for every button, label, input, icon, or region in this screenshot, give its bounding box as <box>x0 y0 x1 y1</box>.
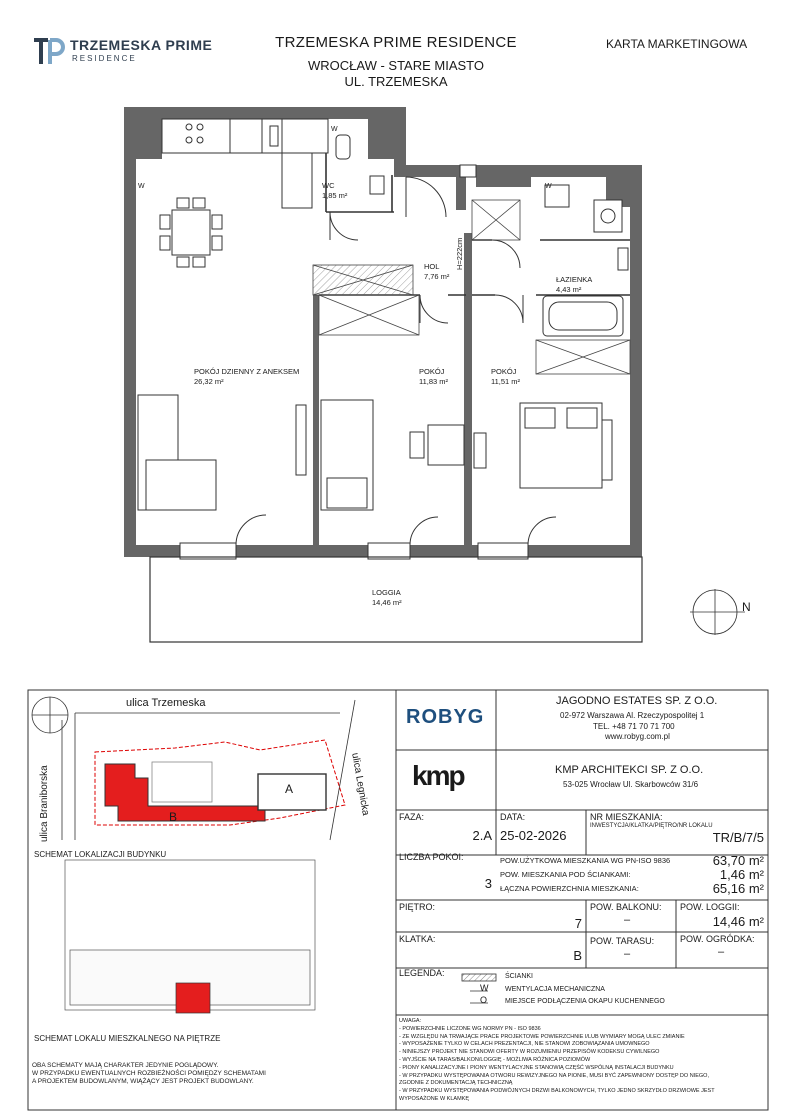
legend-walls: ŚCIANKI <box>505 973 534 980</box>
pietro-value: 7 <box>574 916 582 931</box>
faza-label: FAZA: <box>399 812 425 822</box>
pokoje-value: 3 <box>484 876 492 891</box>
room-area-pokoj2: 11,51 m² <box>491 377 521 386</box>
svg-text:W: W <box>545 183 552 190</box>
building-b-label: B <box>169 810 178 824</box>
svg-text:W: W <box>331 126 338 133</box>
note: - WYJŚCIE NA TARAS/BALKON/LOGGIĘ - MOŻLIWA RÓŻNICA POZIOMÓW <box>399 1056 591 1063</box>
room-name-wc: WC <box>322 181 335 190</box>
room-name-hol: HOL <box>424 262 440 271</box>
room-area-dzienny: 26,32 m² <box>194 377 224 386</box>
note: WYPOSAŻONE W KLAMKĘ <box>399 1095 469 1102</box>
taras-label: POW. TARASU: <box>590 936 655 946</box>
note: UWAGA: <box>399 1018 422 1024</box>
developer-web: www.robyg.com.pl <box>605 732 670 741</box>
robyg-logo: ROBYG <box>406 706 485 728</box>
balkon-label: POW. BALKONU: <box>590 902 662 912</box>
note-line-2: W PRZYPADKU EWENTUALNYCH ROZBIEŻNOŚCI POMIĘDZY SCHEMATAMI <box>32 1070 266 1077</box>
loggia-label: POW. LOGGII: <box>680 902 740 912</box>
pokoje-label: LICZBA POKOI: <box>399 852 464 862</box>
data-label: DATA: <box>500 812 526 822</box>
klatka-label: KLATKA: <box>399 934 436 944</box>
legend-w-symbol: W <box>480 983 489 993</box>
note: - PIONY KANALIZACYJNE I PIONY WENTYLACYJNE STANOWIĄ CZĘŚĆ WSPÓLNĄ INSTALACJI BUDYNKU <box>399 1064 674 1071</box>
brand-name: TRZEMESKA PRIME <box>70 37 213 53</box>
room-area-pokoj1: 11,83 m² <box>419 377 449 386</box>
pietro-label: PIĘTRO: <box>399 902 436 912</box>
legenda-label: LEGENDA: <box>399 968 445 978</box>
architect-name: KMP ARCHITEKCI SP. Z O.O. <box>555 764 704 776</box>
note-line-3: A PROJEKTEM BUDOWLANYM, WIĄŻĄCY JEST PROJEKT BUDOWLANY. <box>32 1078 254 1085</box>
header-line1: WROCŁAW - STARE MIASTO <box>308 58 484 73</box>
page-title: TRZEMESKA PRIME RESIDENCE <box>275 34 517 51</box>
klatka-value: B <box>573 948 582 963</box>
note: - W PRZYPADKU WYSTĘPOWANIA OTWORU REWIZYJNEGO NA PIONIE, MUSI BYĆ ZAPEWNIONY DOSTĘP DO NIEGO, <box>399 1072 709 1079</box>
room-name-lazienka: ŁAZIENKA <box>556 275 593 284</box>
room-name-loggia: LOGGIA <box>372 588 401 597</box>
building-a-label: A <box>285 782 294 796</box>
street-top: ulica Trzemeska <box>126 697 206 709</box>
room-area-loggia: 14,46 m² <box>372 598 402 607</box>
legend-ventilation: WENTYLACJA MECHANICZNA <box>505 986 605 993</box>
ogrodek-value: – <box>718 946 725 958</box>
architect-address: 53-025 Wrocław Ul. Skarbowców 31/6 <box>563 780 699 789</box>
notes-block <box>399 1018 765 1104</box>
caption-location: SCHEMAT LOKALIZACJI BUDYNKU <box>34 850 167 859</box>
street-right: ulica Legnicka <box>349 752 372 817</box>
note: - W PRZYPADKU WYSTĘPOWANIA PODWÓJNYCH DRZWI BALKONOWYCH, TYLKO JEDNO SKRZYDŁO DRZWIOWE JEST <box>399 1088 715 1095</box>
note: - POWIERZCHNIE LICZONE WG NORMY PN - ISO 9836 <box>399 1025 541 1032</box>
caption-floor: SCHEMAT LOKALU MIESZKALNEGO NA PIĘTRZE <box>34 1034 221 1043</box>
faza-value: 2.A <box>472 828 492 843</box>
room-name-pokoj1: POKÓJ <box>419 367 445 376</box>
area2-label: POW. MIESZKANIA POD ŚCIANKAMI: <box>500 870 631 879</box>
compass-n-label: N <box>742 600 751 614</box>
hol-height: H=222cm <box>455 237 464 270</box>
developer-phone: TEL. +48 71 70 71 700 <box>593 722 675 731</box>
data-value: 25-02-2026 <box>500 828 567 843</box>
note: - ZE WZGLĘDU NA TRWAJĄCE PRACE PROJEKTOWE POWIERZCHNIE I/LUB WYMIARY MOGĄ ULEC ZMIANIE <box>399 1033 685 1040</box>
note: - NINIEJSZY PROJEKT NIE STANOWI OFERTY W ROZUMIENIU PRZEPISÓW KODEKSU CYWILNEGO <box>399 1049 660 1056</box>
legend-hood: MIEJSCE PODŁĄCZENIA OKAPU KUCHENNEGO <box>505 998 665 1005</box>
nr-sub: INWESTYCJA/KLATKA/PIĘTRO/NR LOKALU <box>590 823 713 829</box>
brand-sub: RESIDENCE <box>72 54 137 63</box>
area1-label: POW.UŻYTKOWA MIESZKANIA WG PN-ISO 9836 <box>500 856 671 865</box>
legend-o-symbol: O <box>480 995 488 1005</box>
card-type: KARTA MARKETINGOWA <box>606 37 748 51</box>
room-area-wc: 1,85 m² <box>322 191 348 200</box>
nr-value: TR/B/7/5 <box>712 830 764 845</box>
area3-label: ŁĄCZNA POWIERZCHNIA MIESZKANIA: <box>500 884 639 893</box>
loggia-value: 14,46 m² <box>712 914 764 929</box>
note: ZGODNIE Z DOKUMENTACJĄ TECHNICZNĄ <box>399 1080 513 1087</box>
kmp-logo: kmp <box>412 760 464 791</box>
svg-text:W: W <box>138 183 145 190</box>
developer-address: 02-972 Warszawa Al. Rzeczypospolitej 1 <box>560 711 705 720</box>
room-area-hol: 7,76 m² <box>424 272 450 281</box>
street-left: ulica Braniborska <box>39 765 50 842</box>
area2-value: 1,46 m² <box>719 867 764 882</box>
ogrodek-label: POW. OGRÓDKA: <box>680 934 755 944</box>
note: - WYPOSAŻENIE TYLKO W CELACH PREZENTACJI, NIE STANOWI ZOBOWIĄZANIA UMOWNEGO <box>399 1041 650 1048</box>
taras-value: – <box>624 948 631 960</box>
area3-value: 65,16 m² <box>712 881 764 896</box>
note-line-1: OBA SCHEMATY MAJĄ CHARAKTER JEDYNIE POGLĄDOWY. <box>32 1062 219 1069</box>
room-name-dzienny: POKÓJ DZIENNY Z ANEKSEM <box>194 367 300 376</box>
area1-value: 63,70 m² <box>712 853 764 868</box>
nr-label: NR MIESZKANIA: <box>590 812 663 822</box>
developer-name: JAGODNO ESTATES SP. Z O.O. <box>556 695 718 707</box>
room-area-lazienka: 4,43 m² <box>556 285 582 294</box>
header-line2: UL. TRZEMESKA <box>344 74 448 89</box>
balkon-value: – <box>624 914 631 926</box>
room-name-pokoj2: POKÓJ <box>491 367 517 376</box>
